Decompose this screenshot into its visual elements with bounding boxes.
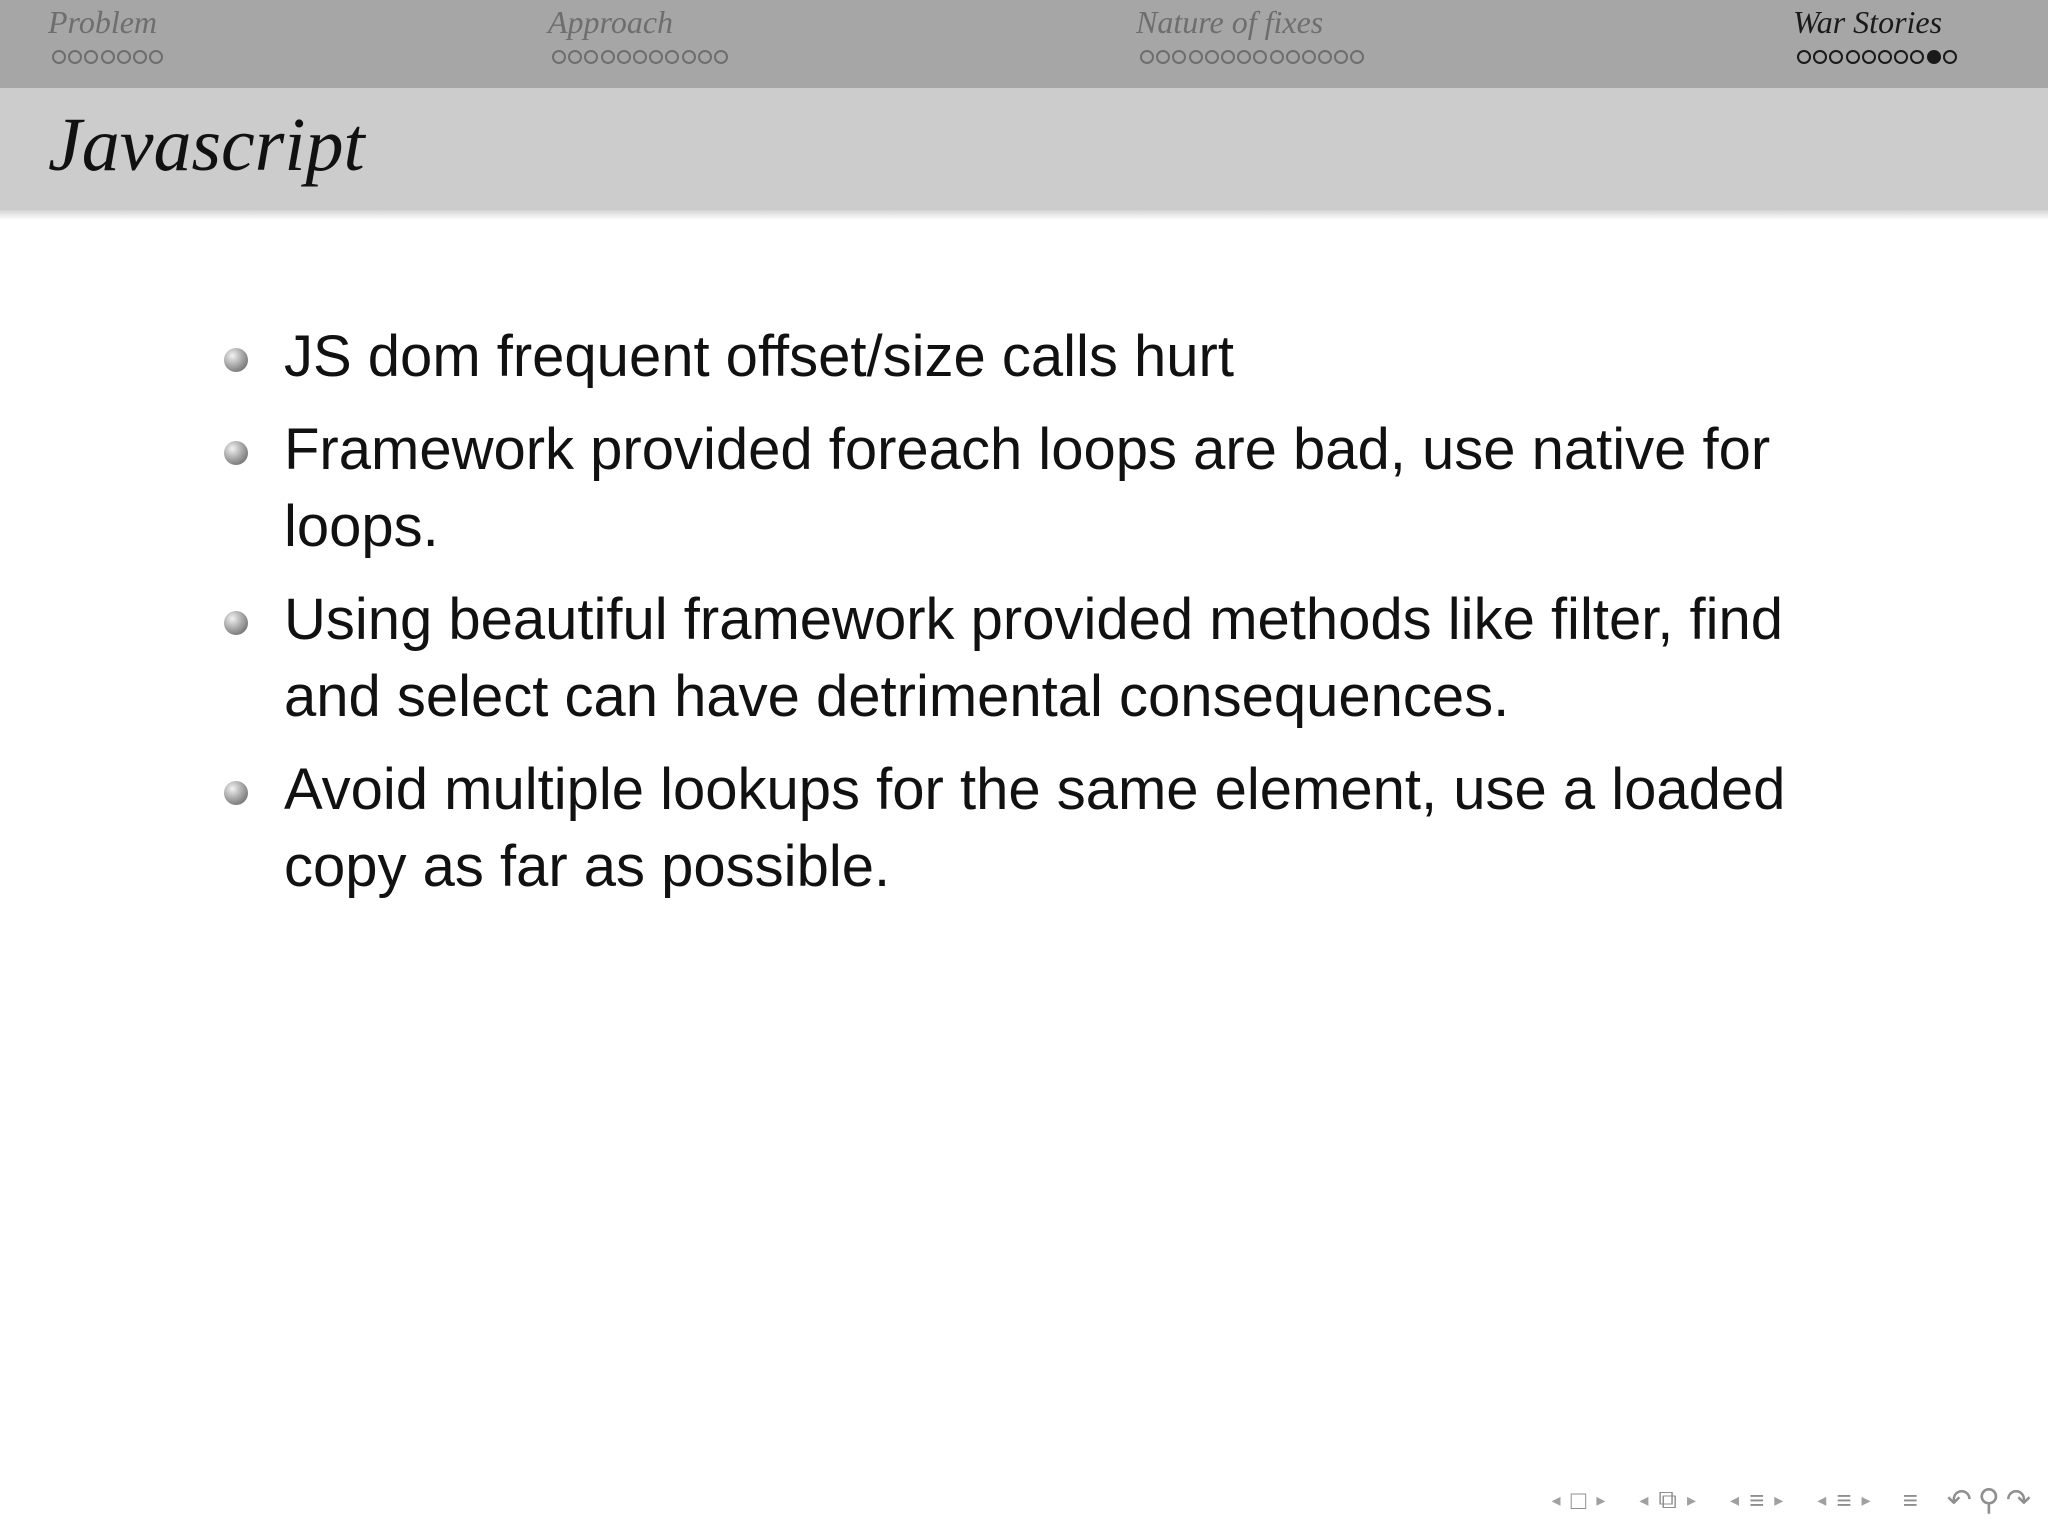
slide-dot[interactable] (1894, 50, 1908, 64)
slide-dot[interactable] (117, 50, 131, 64)
slide-dot[interactable] (1221, 50, 1235, 64)
bullet-text: Framework provided foreach loops are bad, use native for loops. (284, 417, 1771, 559)
slide-dot[interactable] (617, 50, 631, 64)
section-icon[interactable]: ≡ (1749, 1484, 1765, 1515)
slide-dot[interactable] (101, 50, 115, 64)
frame-icon[interactable]: □ (1570, 1484, 1587, 1515)
bullet-item (222, 318, 1882, 395)
current-slide-dot[interactable] (1927, 50, 1941, 64)
next-part-icon[interactable]: ▸ (1861, 1489, 1871, 1510)
bullet-list (222, 318, 1882, 921)
forward-icon[interactable]: ↷ (2005, 1483, 2031, 1517)
next-frame-icon[interactable]: ▸ (1596, 1489, 1606, 1510)
slide-dot[interactable] (1829, 50, 1843, 64)
slide-dot[interactable] (1350, 50, 1364, 64)
nav-slide-dots[interactable] (1140, 50, 1367, 72)
slide-dot[interactable] (133, 50, 147, 64)
subsection-icon[interactable]: ⧉ (1658, 1484, 1677, 1514)
previous-subsection-icon[interactable]: ◂ (1639, 1489, 1649, 1510)
nav-slide-dots[interactable] (1797, 50, 1959, 72)
slide-dot[interactable] (698, 50, 712, 64)
bullet-text: JS dom frequent offset/size calls hurt (284, 324, 1234, 389)
slide-dot[interactable] (1943, 50, 1957, 64)
subsection-nav-group (1633, 1484, 1702, 1516)
slide-dot[interactable] (1205, 50, 1219, 64)
next-section-icon[interactable]: ▸ (1774, 1489, 1784, 1510)
slide-dot[interactable] (1270, 50, 1284, 64)
document-icon[interactable]: ≡ (1902, 1484, 1918, 1515)
nav-section-label[interactable]: Approach (548, 4, 674, 40)
slide-dot[interactable] (1878, 50, 1892, 64)
slide-dot[interactable] (84, 50, 98, 64)
bullet-ball-icon (224, 441, 248, 465)
bullet-ball-icon (224, 348, 248, 372)
slide-dot[interactable] (682, 50, 696, 64)
bullet-ball-icon (224, 611, 248, 635)
back-icon[interactable]: ↶ (1946, 1483, 1972, 1517)
slide-dot[interactable] (1172, 50, 1186, 64)
slide-dot[interactable] (1237, 50, 1251, 64)
section-navigation-bar (0, 0, 2048, 88)
frame-title-bar (0, 88, 2048, 210)
slide-dot[interactable] (1797, 50, 1811, 64)
part-nav-group (1811, 1485, 1876, 1516)
nav-section-label[interactable]: Nature of fixes (1136, 4, 1324, 40)
part-icon[interactable]: ≡ (1836, 1484, 1852, 1515)
search-icon[interactable]: ⚲ (1977, 1483, 2000, 1517)
bullet-text: Using beautiful framework provided methods like filter, find and select can have detrimental consequences. (284, 587, 1784, 729)
bullet-text: Avoid multiple lookups for the same element, use a loaded copy as far as possible. (284, 757, 1786, 899)
slide-dot[interactable] (1286, 50, 1300, 64)
previous-section-icon[interactable]: ◂ (1730, 1489, 1740, 1510)
slide-dot[interactable] (714, 50, 728, 64)
previous-part-icon[interactable]: ◂ (1817, 1489, 1827, 1510)
document-nav-group (1899, 1485, 1922, 1516)
nav-section-label[interactable]: Problem (48, 4, 158, 40)
slide-dot[interactable] (68, 50, 82, 64)
slide-dot[interactable] (149, 50, 163, 64)
previous-frame-icon[interactable]: ◂ (1551, 1489, 1561, 1510)
slide-dot[interactable] (1253, 50, 1267, 64)
slide-dot[interactable] (601, 50, 615, 64)
slide-dot[interactable] (1334, 50, 1348, 64)
frame-nav-group (1546, 1485, 1612, 1516)
slide-dot[interactable] (649, 50, 663, 64)
slide-dot[interactable] (1140, 50, 1154, 64)
section-nav-group (1724, 1485, 1789, 1516)
slide-dot[interactable] (1846, 50, 1860, 64)
slide-dot[interactable] (633, 50, 647, 64)
slide-dot[interactable] (1156, 50, 1170, 64)
slide-dot[interactable] (568, 50, 582, 64)
slide-dot[interactable] (552, 50, 566, 64)
beamer-navigation-controls (1524, 1482, 2034, 1518)
nav-slide-dots[interactable] (552, 50, 730, 72)
bullet-item (222, 411, 1882, 565)
search-nav-group (1944, 1483, 2034, 1518)
slide-dot[interactable] (1813, 50, 1827, 64)
bullet-item (222, 581, 1882, 735)
nav-slide-dots[interactable] (52, 50, 165, 72)
slide-dot[interactable] (1910, 50, 1924, 64)
bullet-item (222, 751, 1882, 905)
next-subsection-icon[interactable]: ▸ (1686, 1489, 1697, 1510)
bullet-ball-icon (224, 781, 248, 805)
slide-dot[interactable] (584, 50, 598, 64)
slide-dot[interactable] (1189, 50, 1203, 64)
nav-section-label[interactable]: War Stories (1793, 4, 1943, 40)
slide-dot[interactable] (665, 50, 679, 64)
slide-dot[interactable] (1862, 50, 1876, 64)
slide-dot[interactable] (52, 50, 66, 64)
frame-title: Javascript (48, 103, 365, 187)
slide-dot[interactable] (1318, 50, 1332, 64)
slide-dot[interactable] (1302, 50, 1316, 64)
